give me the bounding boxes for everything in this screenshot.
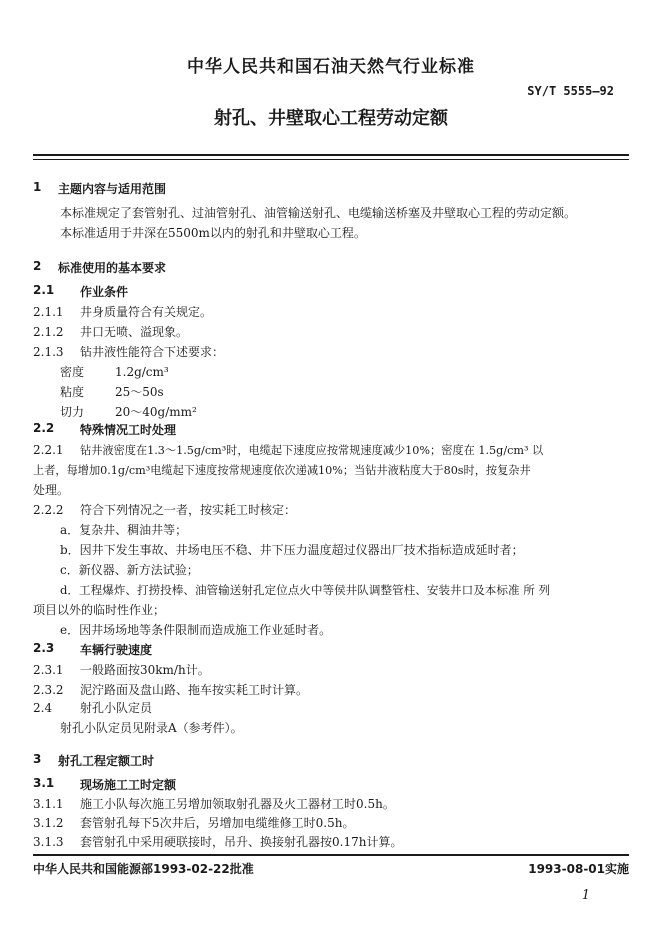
- clause-3-1-2-number: 3.1.2: [33, 816, 64, 830]
- clause-3-1-1-number: 3.1.1: [33, 797, 64, 811]
- list-item-d-line-2: 项目以外的临时性作业；: [33, 603, 166, 617]
- clause-2-4-text: 射孔小队定员见附录A（参考件）。: [60, 721, 243, 735]
- clause-2-2-1-line-3: 处理。: [33, 483, 70, 497]
- clause-2-2-1-line-2: 上者，每增加0.1g/cm³电缆起下速度按常规速度依次递减10%；当钻井液粘度大于80s时，按复杂井: [33, 464, 531, 477]
- approval-line: 中华人民共和国能源部1993-02-22批准: [33, 862, 254, 876]
- clause-3-1-2-text: 套管射孔每下5次井后，另增加电缆维修工时0.5h。: [80, 816, 355, 830]
- section-3-number: 3: [33, 752, 42, 766]
- clause-2-2-2-number: 2.2.2: [33, 503, 64, 517]
- clause-2-4-number: 2.4: [33, 701, 53, 715]
- clause-2-1-1-text: 井身质量符合有关规定。: [80, 305, 213, 319]
- clause-2-3-title: 车辆行驶速度: [80, 643, 153, 657]
- clause-2-2-number: 2.2: [33, 421, 55, 435]
- property-value: 1.2g/cm³: [115, 365, 169, 379]
- org-title: 中华人民共和国石油天然气行业标准: [187, 57, 475, 77]
- clause-2-4-title: 射孔小队定员: [80, 701, 153, 715]
- clause-2-1-2-number: 2.1.2: [33, 325, 64, 339]
- list-item-e: e．因井场场地等条件限制而造成施工作业延时者。: [60, 623, 332, 637]
- clause-2-2-title: 特殊情况工时处理: [80, 423, 177, 437]
- section-1-number: 1: [33, 180, 42, 194]
- clause-2-3-2-text: 泥泞路面及盘山路、拖车按实耗工时计算。: [80, 683, 309, 697]
- clause-2-1-3-number: 2.1.3: [33, 345, 64, 359]
- document-title: 射孔、井壁取心工程劳动定额: [214, 108, 448, 129]
- clause-2-2-1-line-1: 钻井液密度在1.3～1.5g/cm³时，电缆起下速度应按常规速度减少10%；密度在 1.5g/cm³ 以: [80, 444, 544, 457]
- property-value: 20～40g/mm²: [115, 405, 197, 419]
- header-rule-thin: [33, 159, 629, 160]
- clause-2-3-1-number: 2.3.1: [33, 663, 64, 677]
- clause-3-1-title: 现场施工工时定额: [80, 778, 177, 792]
- list-item-d-line-1: d．工程爆炸、打捞投棒、油管输送射孔定位点火中等侯井队调整管柱、安装井口及本标准 所 列: [60, 583, 551, 597]
- property-value: 25～50s: [115, 385, 164, 399]
- clause-2-1-number: 2.1: [33, 283, 55, 297]
- standard-code: SY/T 5555—92: [527, 84, 614, 98]
- clause-3-1-1-text: 施工小队每次施工另增加领取射孔器及火工器材工时0.5h。: [80, 797, 395, 811]
- list-item-b: b．因井下发生事故、井场电压不稳、井下压力温度超过仪器出厂技术指标造成延时者；: [60, 543, 524, 557]
- page-number: 1: [581, 888, 590, 903]
- clause-2-1-3-text: 钻井液性能符合下述要求：: [80, 345, 225, 359]
- property-name: 粘度: [60, 385, 85, 399]
- clause-2-1-title: 作业条件: [80, 285, 129, 299]
- section-2-title: 标准使用的基本要求: [58, 261, 167, 275]
- clause-2-3-number: 2.3: [33, 641, 55, 655]
- property-name: 切力: [60, 405, 85, 419]
- clause-2-3-2-number: 2.3.2: [33, 683, 64, 697]
- list-item-a: a．复杂井、稠油井等；: [60, 523, 188, 537]
- clause-2-1-2-text: 井口无喷、溢现象。: [80, 325, 189, 339]
- clause-3-1-3-text: 套管射孔中采用硬联接时，吊升、换接射孔器按0.17h计算。: [80, 835, 403, 849]
- section-3-title: 射孔工程定额工时: [58, 754, 155, 768]
- section-2-number: 2: [33, 259, 42, 273]
- section-1-title: 主题内容与适用范围: [58, 182, 167, 196]
- clause-2-2-1-number: 2.2.1: [33, 443, 64, 457]
- clause-2-2-2-text: 符合下列情况之一者，按实耗工时核定：: [80, 503, 297, 517]
- clause-3-1-number: 3.1: [33, 776, 55, 790]
- section-1-paragraph-1: 本标准规定了套管射孔、过油管射孔、油管输送射孔、电缆输送桥塞及井壁取心工程的劳动定额。: [60, 206, 577, 220]
- clause-2-3-1-text: 一般路面按30km/h计。: [80, 663, 210, 677]
- header-rule-thick: [33, 154, 629, 156]
- footer-rule: [33, 854, 629, 856]
- list-item-c: c．新仪器、新方法试验；: [60, 563, 199, 577]
- clause-3-1-3-number: 3.1.3: [33, 835, 64, 849]
- property-name: 密度: [60, 365, 85, 379]
- clause-2-1-1-number: 2.1.1: [33, 305, 64, 319]
- implementation-date: 1993-08-01实施: [528, 862, 629, 876]
- section-1-paragraph-2: 本标准适用于井深在5500m以内的射孔和井壁取心工程。: [60, 226, 366, 240]
